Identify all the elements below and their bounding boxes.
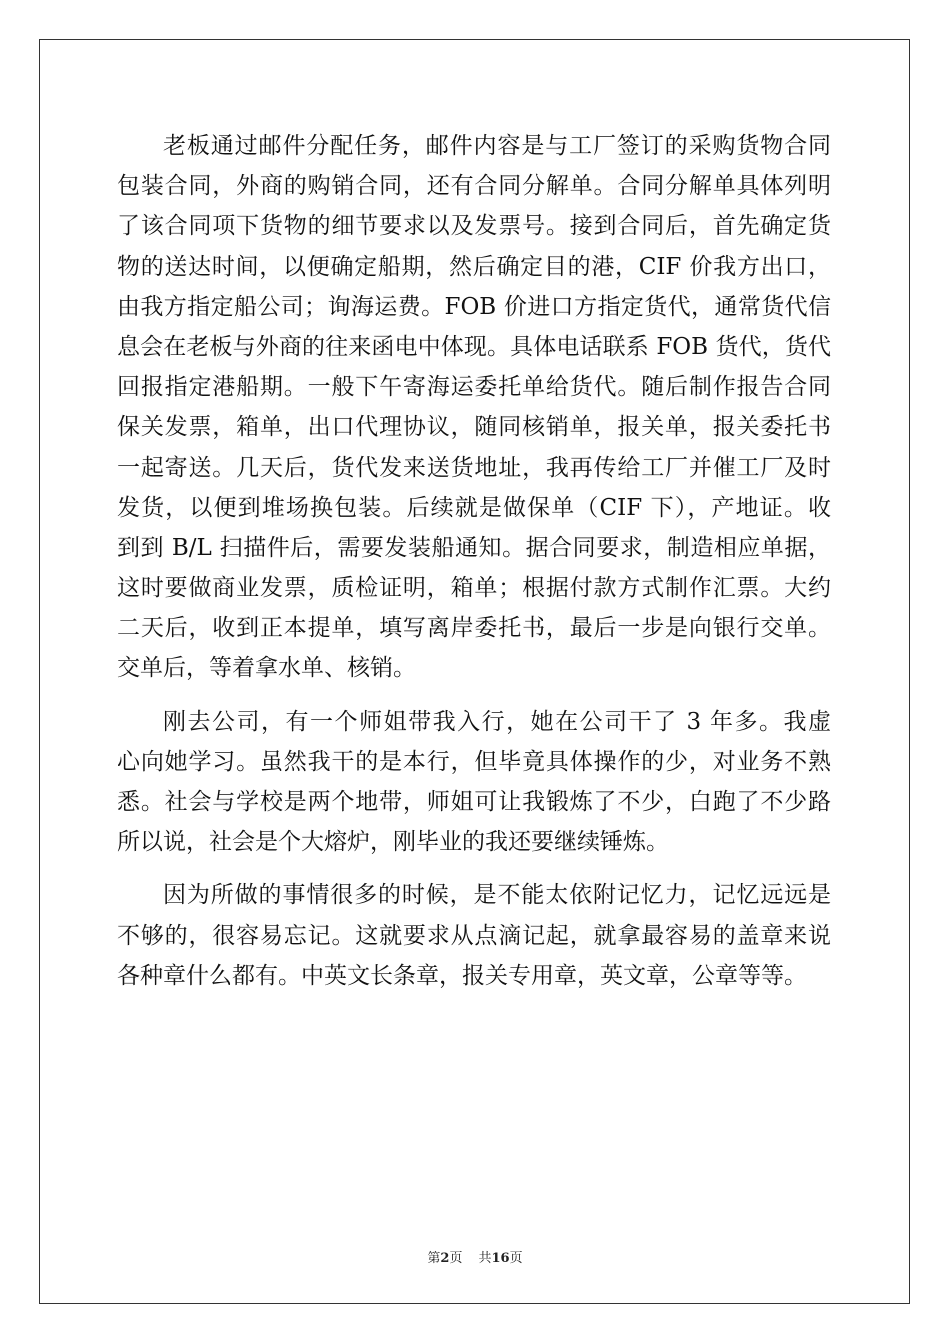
text-line: 心向她学习。虽然我干的是本行，但毕竟具体操作的少，对业务不熟 xyxy=(117,748,831,775)
text-line: 二天后，收到正本提单，填写离岸委托书，最后一步是向银行交单。 xyxy=(117,615,831,642)
text-line: 交单后，等着拿水单、核销。 xyxy=(117,655,416,682)
text-line: 悉。社会与学校是两个地带，师姐可让我锻炼了不少，白跑了不少路 xyxy=(117,789,831,815)
text-line: 保关发票，箱单，出口代理协议，随同核销单，报关单，报关委托书 xyxy=(117,414,831,441)
paragraph-1 xyxy=(117,126,831,689)
text-line: 物的送达时间，以便确定船期，然后确定目的港，CIF 价我方出口， xyxy=(117,253,831,280)
total-pages: 16 xyxy=(491,1251,510,1266)
total-prefix: 共 xyxy=(478,1251,492,1266)
text-line: 刚去公司，有一个师姐带我入行，她在公司干了 3 年多。我虚 xyxy=(163,708,831,735)
paragraph-2 xyxy=(117,702,831,863)
page-footer xyxy=(0,1247,950,1266)
total-suffix: 页 xyxy=(509,1251,523,1266)
text-line: 由我方指定船公司；询海运费。FOB 价进口方指定货代，通常货代信 xyxy=(117,293,831,320)
text-line: 息会在老板与外商的往来函电中体现。具体电话联系 FOB 货代，货代 xyxy=(117,333,831,360)
text-line: 因为所做的事情很多的时候，是不能太依附记忆力，记忆远远是 xyxy=(163,882,831,909)
text-line: 老板通过邮件分配任务，邮件内容是与工厂签订的采购货物合同 xyxy=(163,133,831,159)
text-line: 回报指定港船期。一般下午寄海运委托单给货代。随后制作报告合同 xyxy=(117,374,831,401)
text-line: 到到 B/L 扫描件后，需要发装船通知。据合同要求，制造相应单据， xyxy=(117,534,831,561)
text-line: 所以说，社会是个大熔炉，刚毕业的我还要继续锤炼。 xyxy=(117,829,669,856)
footer-prefix: 第 xyxy=(427,1251,441,1266)
document-body xyxy=(117,126,831,996)
page-number: 2 xyxy=(440,1251,450,1266)
text-line: 各种章什么都有。中英文长条章，报关专用章，英文章，公章等等。 xyxy=(117,962,807,989)
text-line: 包装合同，外商的购销合同，还有合同分解单。合同分解单具体列明 xyxy=(117,173,831,200)
text-line: 这时要做商业发票，质检证明，箱单；根据付款方式制作汇票。大约 xyxy=(117,575,831,602)
page-suffix: 页 xyxy=(449,1251,463,1266)
text-line: 一起寄送。几天后，货代发来送货地址，我再传给工厂并催工厂及时 xyxy=(117,454,831,481)
text-line: 了该合同项下货物的细节要求以及发票号。接到合同后，首先确定货 xyxy=(117,213,831,240)
text-line: 发货，以便到堆场换包装。后续就是做保单（CIF 下），产地证。收 xyxy=(117,494,831,521)
paragraph-3 xyxy=(117,875,831,996)
text-line: 不够的，很容易忘记。这就要求从点滴记起，就拿最容易的盖章来说 xyxy=(117,922,831,949)
